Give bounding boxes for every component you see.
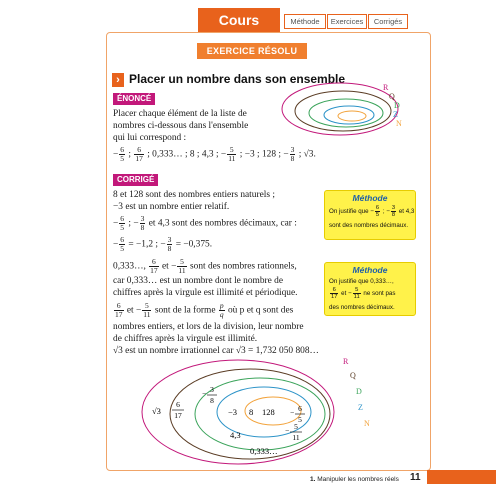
methode-note-line: sont des nombres décimaux.: [329, 222, 409, 229]
item-4-3: 4,3: [230, 430, 241, 440]
exercise-banner: EXERCICE RÉSOLU: [197, 43, 307, 59]
methode-note-2: [324, 262, 416, 316]
set-label-d: D: [356, 387, 362, 396]
tab-corriges[interactable]: Corrigés: [368, 14, 408, 29]
item-minus-sign: −: [202, 389, 207, 398]
set-n-ellipse: [338, 111, 366, 121]
item-6-17-den: 17: [174, 411, 182, 420]
item-6-5-num: 6: [298, 404, 302, 413]
item-5-11-den: 11: [292, 433, 300, 442]
item-6-17-num: 6: [176, 400, 180, 409]
set-label-q: Q: [350, 371, 356, 380]
methode-note-title: Méthode: [352, 193, 388, 203]
methode-note-title: Méthode: [352, 265, 388, 275]
corrige-line-4: − $\frac{6}{5}$ = −1,2 ; − $\frac{3}{8}$ = −0,375.: [113, 235, 213, 253]
tab-cours[interactable]: Cours: [198, 8, 280, 32]
item-sqrt3: √3: [152, 406, 161, 416]
corrige-label: CORRIGÉ: [113, 174, 158, 186]
methode-note-line: On justifie que 0,333…,: [329, 278, 394, 285]
corrige-line-8: $\frac{6}{17}$ et − $\frac{5}{11}$ sont de la forme $\frac{p}{q}$ où p et q sont des: [115, 301, 294, 319]
fraction: $\frac{6}{5}$: [375, 205, 380, 218]
set-label-n: N: [364, 419, 370, 428]
fraction: $\frac{3}{8}$: [290, 145, 295, 163]
fraction: $\frac{5}{11}$: [353, 287, 360, 300]
set-label-r: R: [343, 357, 349, 366]
fraction: $\frac{5}{11}$: [228, 145, 236, 163]
methode-note-line: On justifie que − $\frac{6}{5}$ ; − $\frac{3}{8}$ et 4,3: [329, 205, 415, 218]
nested-sets-diagram-small: [280, 78, 410, 138]
set-label-q: Q: [389, 92, 395, 101]
corrige-line-5: 0,333…, $\frac{6}{17}$ et − $\frac{5}{11}$ sont des nombres rationnels,: [113, 257, 297, 275]
exercise-title: Placer un nombre dans son ensemble: [129, 72, 346, 86]
corrige-line-10: de chiffres après la virgule est illimité.: [113, 334, 258, 344]
corrige-line-2: −3 est un nombre entier relatif.: [113, 202, 230, 212]
corrige-line-11: √3 est un nombre irrationnel car √3 = 1,732 050 808…: [113, 346, 319, 356]
enonce-number-list: − $\frac{6}{5}$ ; $\frac{6}{17}$ ; 0,333… ; 8 ; 4,3 ; − $\frac{5}{11}$ ; −3 ; 128 ; − $\frac{3}{8}$ ; √3.: [113, 145, 316, 163]
footer-bar: [427, 470, 496, 484]
footer-chapter: 1. Manipuler les nombres réels: [310, 476, 399, 483]
enonce-label: ÉNONCÉ: [113, 93, 155, 105]
set-d-ellipse: [309, 99, 383, 127]
nested-sets-diagram-large: [138, 352, 378, 468]
item-minus-sign: −: [285, 426, 290, 435]
enonce-line-1: Placer chaque élément de la liste de: [113, 109, 247, 119]
fraction: $\frac{6}{5}$: [120, 145, 125, 163]
methode-note-1: [324, 190, 416, 240]
fraction: $\frac{6}{5}$: [120, 235, 125, 253]
fraction: $\frac{5}{11}$: [178, 257, 186, 275]
enonce-line-3: qui lui correspond :: [113, 133, 187, 143]
set-d-ellipse: [195, 378, 325, 450]
set-label-n: N: [396, 119, 402, 128]
item-6-5-den: 5: [298, 415, 302, 424]
item-3-8-num: 3: [210, 385, 214, 394]
fraction: $\frac{6}{17}$: [135, 145, 143, 163]
corrige-line-6: car 0,333… est un nombre dont le nombre de: [113, 276, 284, 286]
corrige-line-9: nombres entiers, et lors de la division, leur nombre: [113, 322, 304, 332]
fraction: $\frac{6}{5}$: [120, 214, 125, 232]
fraction: $\frac{3}{8}$: [391, 205, 396, 218]
chevron-right-icon: ›: [112, 73, 124, 87]
set-label-z: Z: [358, 403, 363, 412]
item-8: 8: [249, 407, 254, 417]
item-minus-sign: −: [290, 408, 295, 417]
corrige-line-1: 8 et 128 sont des nombres entiers naturels ;: [113, 190, 275, 200]
fraction: $\frac{3}{8}$: [140, 214, 145, 232]
set-label-z: Z: [393, 110, 398, 119]
fraction: $\frac{5}{11}$: [143, 301, 151, 319]
item-3-8-den: 8: [210, 396, 214, 405]
page-number: 11: [410, 472, 421, 483]
item-5-11-num: 5: [294, 422, 298, 431]
fraction: $\frac{6}{17}$: [115, 301, 123, 319]
tab-exercices[interactable]: Exercices: [327, 14, 367, 29]
fraction-p-over-q: $\frac{p}{q}$: [219, 301, 224, 319]
fraction: $\frac{6}{17}$: [331, 287, 338, 300]
tab-methode[interactable]: Méthode: [284, 14, 326, 29]
methode-note-line: $\frac{6}{17}$ et − $\frac{5}{11}$ ne sont pas: [331, 287, 396, 300]
item-128: 128: [262, 407, 275, 417]
corrige-line-7: chiffres après la virgule est illimité et périodique.: [113, 288, 298, 298]
set-label-r: R: [383, 83, 389, 92]
methode-note-line: des nombres décimaux.: [329, 304, 395, 311]
enonce-line-2: nombres ci-dessous dans l'ensemble: [113, 121, 249, 131]
item-0-333: 0,333…: [250, 446, 278, 456]
corrige-line-3: − $\frac{6}{5}$ ; − $\frac{3}{8}$ et 4,3 sont des nombres décimaux, car :: [113, 214, 297, 232]
fraction: $\frac{3}{8}$: [167, 235, 172, 253]
fraction: $\frac{6}{17}$: [150, 257, 158, 275]
set-label-d: D: [394, 101, 400, 110]
item-minus-3: −3: [228, 407, 238, 417]
